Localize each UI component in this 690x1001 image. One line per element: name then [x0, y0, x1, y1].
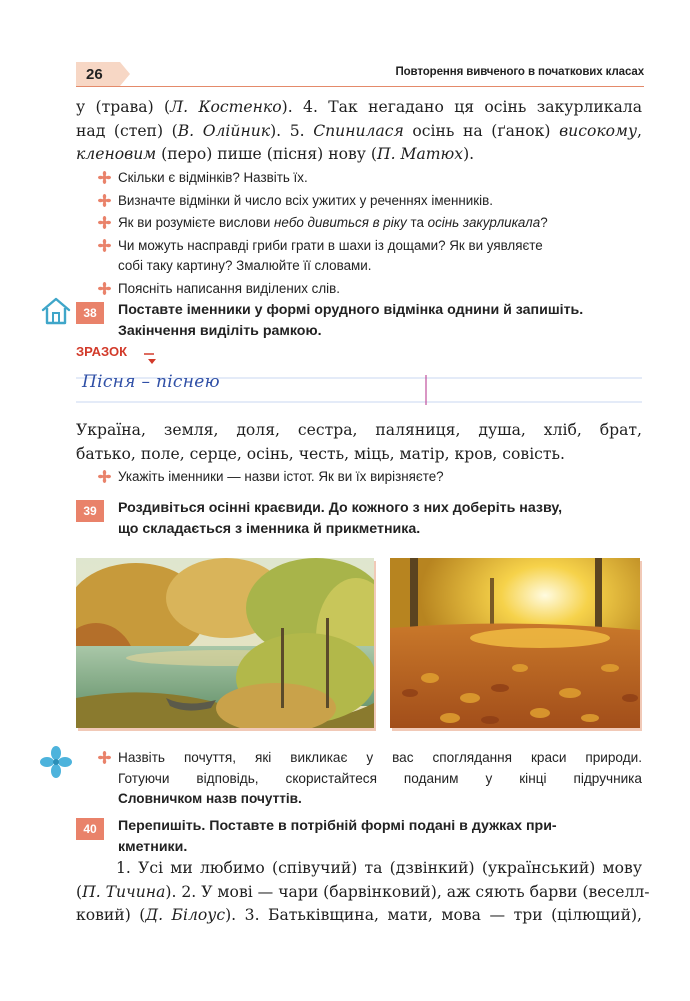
autumn-leaves-photo — [390, 558, 640, 728]
question-list — [118, 748, 642, 810]
paragraph-line: ковий) (Д. Білоус). 3. Батьківщина, мати, мова — три (цілющий), — [76, 906, 643, 924]
asterisk-bullet-icon — [98, 470, 111, 483]
asterisk-bullet-icon — [98, 282, 111, 295]
question-item: Назвіть почуття, які викликає у вас споглядання краси природи. Готуючи відповідь, скористайтеся поданим у кінці підручника Словничком назв почуттів. — [118, 748, 642, 810]
asterisk-bullet-icon — [98, 171, 111, 184]
paragraph-line: над (степ) (В. Олійник). 5. Спинилася осінь на (ґанок) високому, — [76, 121, 642, 140]
header-divider — [76, 86, 644, 87]
exercise-number: 38 — [76, 302, 104, 324]
asterisk-bullet-icon — [98, 751, 111, 764]
paragraph-line: 1. Усі ми любимо (співучий) та (дзвінкий) (український) мову — [116, 859, 642, 877]
exercise-task: Поставте іменники у формі орудного відмінка однини й запишіть. Закінчення виділіть рамкою. — [118, 302, 584, 339]
page-number: 26 — [76, 62, 120, 86]
sample-arrow-icon — [142, 350, 162, 366]
exercise-task: Перепишіть. Поставте в потрібній формі подані в дужках при- кметники. — [118, 818, 557, 855]
paragraph-line: кленовим (перо) пише (пісня) нову (П. Матюх). — [76, 145, 475, 163]
asterisk-bullet-icon — [98, 216, 111, 229]
paragraph-line: у (трава) (Л. Костенко). 4. Так негадано ця осінь закурликала — [76, 98, 643, 116]
exercise-number: 40 — [76, 818, 104, 840]
flower-icon — [40, 746, 72, 778]
question-item: Скільки є відмінків? Назвіть їх. — [118, 168, 642, 189]
exercise-words — [76, 419, 642, 466]
question-item: Поясніть написання виділених слів. — [118, 279, 642, 300]
sample-handwriting: Пісня – піснею — [82, 372, 220, 392]
question-list — [118, 467, 642, 488]
asterisk-bullet-icon — [98, 194, 111, 207]
question-item: Як ви розумієте вислови небо дивиться в ріку та осінь закурликала? — [118, 213, 642, 234]
top-paragraph — [76, 96, 642, 167]
sample-label: ЗРАЗОК — [76, 344, 128, 359]
paragraph-line: (П. Тичина). 2. У мові — чари (барвінковий), аж сяють барви (веселл- — [76, 882, 650, 901]
question-list — [118, 168, 642, 299]
paragraph-line: батько, поле, серце, осінь, честь, міць, матір, кров, совість. — [76, 444, 565, 463]
question-item: Чи можуть насправді гриби грати в шахи із дощами? Як ви уявляєте собі таку картину? Змалюйте її словами. — [118, 236, 642, 277]
section-title: Повторення вивченого в початкових класах — [395, 66, 644, 78]
paragraph-line: Україна, земля, доля, сестра, паляниця, душа, хліб, брат, — [76, 421, 642, 439]
exercise-task: Роздивіться осінні краєвиди. До кожного з них доберіть назву, що складається з іменника й прикметника. — [118, 500, 563, 537]
asterisk-bullet-icon — [98, 239, 111, 252]
exercise-paragraph — [76, 857, 650, 928]
question-item: Укажіть іменники — назви істот. Як ви їх вирізняєте? — [118, 467, 642, 488]
home-task-icon — [40, 296, 72, 326]
question-item: Визначте відмінки й число всіх ужитих у реченнях іменників. — [118, 191, 642, 212]
autumn-lake-photo — [76, 558, 374, 728]
exercise-number: 39 — [76, 500, 104, 522]
